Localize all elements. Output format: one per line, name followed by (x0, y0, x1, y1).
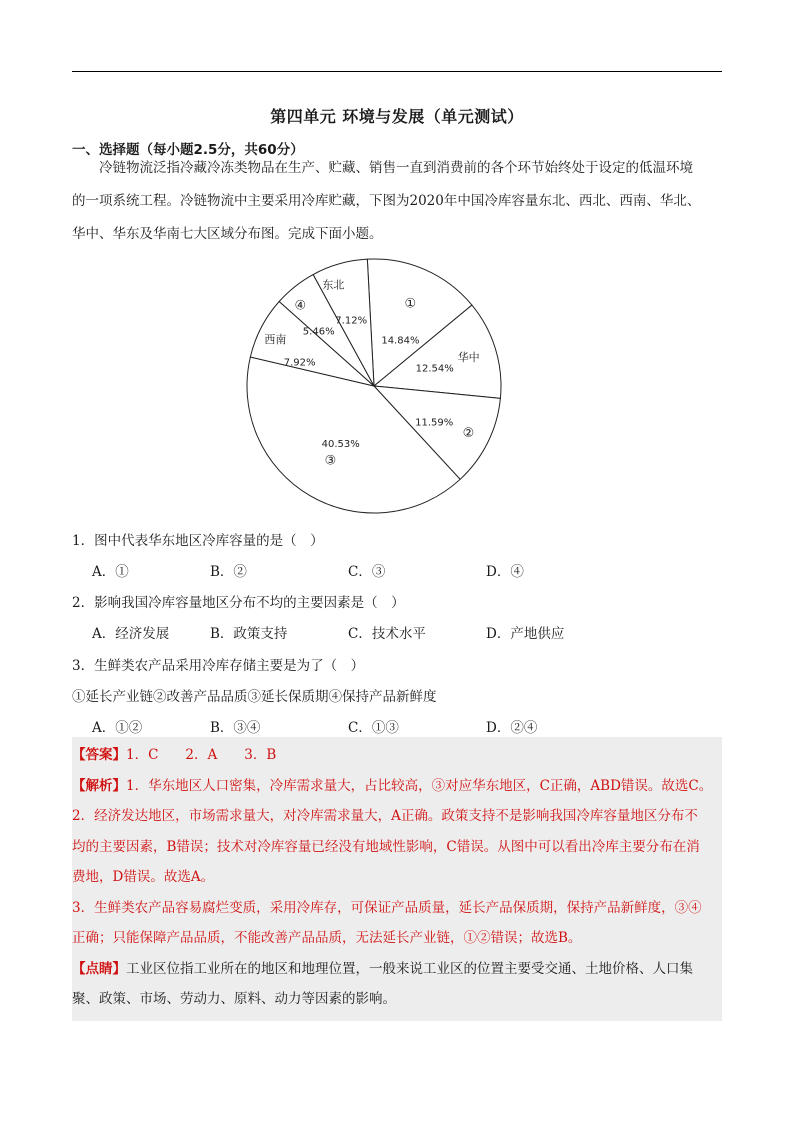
answer-section (72, 740, 722, 1015)
pie-label-value-4: 7.92% (283, 357, 316, 369)
q3-option-d[interactable]: D．②④ (486, 720, 538, 736)
question-1-stem: 1．图中代表华东地区冷库容量的是（ ） (72, 533, 324, 549)
q1-option-a[interactable]: A．① (92, 564, 129, 580)
answer-tag: 【答案】 (72, 747, 126, 763)
intro-line-1: 冷链物流泛指冷藏冷冻类物品在生产、贮藏、销售一直到消费前的各个环节始终处于设定的低温环境 (99, 160, 693, 176)
q2-option-d[interactable]: D．产地供应 (486, 626, 565, 642)
section-heading: 一、选择题（每小题2.5分，共60分） (72, 142, 304, 158)
question-3-statements: ①延长产业链②改善产品品质③延长保质期④保持产品新鲜度 (72, 689, 437, 705)
tip-line-1 (72, 954, 722, 985)
analysis-line-1 (72, 771, 722, 802)
q3-option-c[interactable]: C．①③ (348, 720, 399, 736)
q2-option-c[interactable]: C．技术水平 (348, 626, 426, 642)
intro-line-2: 的一项系统工程。冷链物流中主要采用冷库贮藏，下图为2020年中国冷库容量东北、西北、西南、华北、 (72, 193, 701, 209)
q3-option-a[interactable]: A．①② (92, 720, 143, 736)
analysis-line-3: 均的主要因素，B错误；技术对冷库容量已经没有地域性影响，C错误。从图中可以看出冷库主要分布在消 (72, 838, 700, 855)
pie-label-name-2: ② (462, 425, 475, 441)
tip-tag: 【点睛】 (72, 960, 126, 977)
answer-text: 1．C 2．A 3．B (126, 747, 277, 763)
pie-label-value-5: 5.46% (302, 326, 335, 338)
q1-option-d[interactable]: D．④ (486, 564, 524, 580)
pie-chart (244, 258, 514, 518)
pie-label-value-2: 11.59% (415, 417, 454, 429)
analysis-line-4: 费地，D错误。故选A。 (72, 869, 215, 885)
pie-label-name-5: ④ (294, 298, 307, 314)
analysis-text-1: 1．华东地区人口密集，冷库需求量大，占比较高，③对应华东地区，C正确，ABD错误。故选C。 (126, 777, 713, 794)
pie-label-value-0: 14.84% (381, 335, 420, 347)
q2-option-b[interactable]: B．政策支持 (210, 626, 288, 642)
analysis-line-5: 3．生鲜类农产品容易腐烂变质，采用冷库存，可保证产品质量，延长产品保质期，保持产品新鲜度，③④ (72, 899, 702, 916)
pie-label-name-6: 东北 (322, 278, 345, 292)
q2-option-a[interactable]: A．经济发展 (92, 626, 170, 642)
question-2-stem: 2．影响我国冷库容量地区分布不均的主要因素是（ ） (72, 595, 405, 611)
pie-label-value-1: 12.54% (415, 363, 454, 375)
answer-line (72, 740, 722, 771)
question-3-stem: 3．生鲜类农产品采用冷库存储主要是为了（ ） (72, 658, 365, 674)
q1-option-c[interactable]: C．③ (348, 564, 386, 580)
pie-label-value-3: 40.53% (321, 439, 360, 451)
tip-line-2: 聚、政策、市场、劳动力、原料、动力等因素的影响。 (72, 991, 396, 1007)
pie-label-name-4: 西南 (264, 333, 287, 347)
pie-label-name-3: ③ (324, 453, 337, 469)
pie-label-name-1: 华中 (457, 351, 480, 364)
pie-label-name-0: ① (404, 296, 417, 312)
intro-line-3: 华中、华东及华南七大区域分布图。完成下面小题。 (72, 226, 383, 242)
page-title: 第四单元 环境与发展（单元测试） (270, 107, 524, 126)
intro-paragraph (72, 152, 722, 251)
analysis-line-6: 正确；只能保障产品品质，不能改善产品品质，无法延长产业链，①②错误；故选B。 (72, 930, 582, 946)
header-rule (72, 71, 722, 72)
q1-option-b[interactable]: B．② (210, 564, 247, 580)
q3-option-b[interactable]: B．③④ (210, 720, 261, 736)
pie-label-value-6: 7.12% (335, 315, 368, 327)
tip-text-1: 工业区位指工业所在的地区和地理位置，一般来说工业区的位置主要受交通、土地价格、人口集 (126, 960, 693, 977)
analysis-line-2: 2．经济发达地区，市场需求量大，对冷库需求量大，A正确。政策支持不是影响我国冷库容量地区分布不 (72, 808, 698, 824)
analysis-tag: 【解析】 (72, 777, 126, 794)
